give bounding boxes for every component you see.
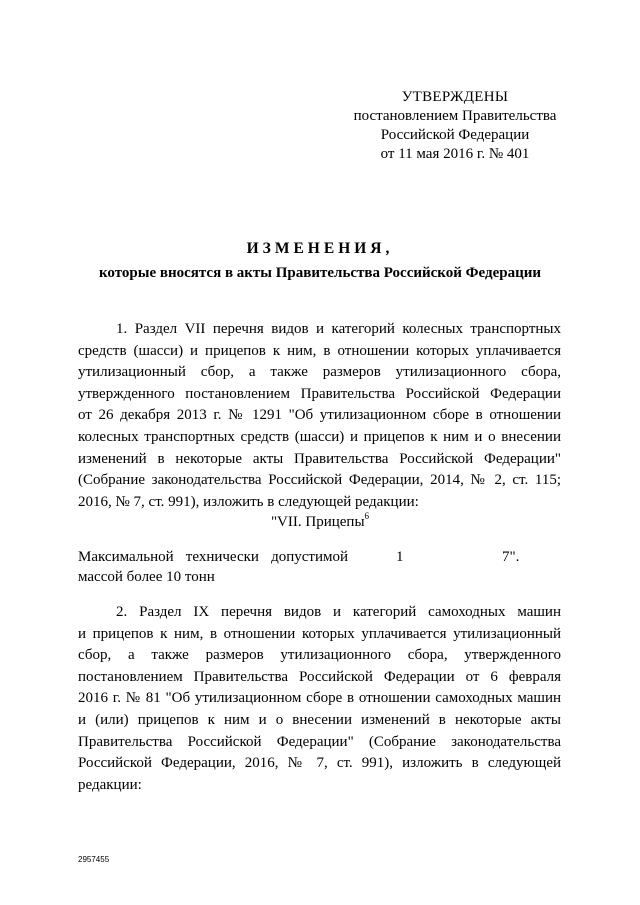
paragraph-1-line: средств (шасси) и прицепов к ним, в отношении которых уплачивается: [78, 342, 561, 359]
paragraph-2-line: сбор, а также размеров утилизационного сбора, утвержденного: [78, 647, 561, 664]
section-heading: [0, 511, 640, 531]
approval-line-2: Российской Федерации: [380, 127, 530, 143]
paragraph-2: [78, 602, 561, 796]
footnote-marker: 6: [364, 511, 370, 521]
paragraph-2-line: и (или) прицепов к ним и о внесении изменений в некоторые акты: [78, 711, 561, 728]
document-title: ИЗМЕНЕНИЯ,: [246, 240, 394, 257]
paragraph-1-line: от 26 декабря 2013 г. № 1291 "Об утилизационном сборе в отношении: [78, 407, 561, 424]
paragraph-2-line: Правительства Российской Федерации" (Собрание законодательства: [78, 733, 561, 750]
paragraph-1-line: утвержденного постановлением Правительства Российской Федерации: [78, 385, 561, 402]
paragraph-1: [78, 319, 561, 513]
paragraph-2-line: Российской Федерации, 2016, № 7, ст. 991), изложить в следующей: [78, 755, 561, 772]
document-subtitle: которые вносятся в акты Правительства Российской Федерации: [98, 265, 542, 281]
paragraph-1-line: колесных транспортных средств (шасси) и прицепов к ним и о внесении: [78, 428, 561, 445]
row-value-2: 7".: [502, 549, 520, 565]
approval-heading: УТВЕРЖДЕНЫ: [401, 89, 509, 105]
approval-block: [330, 88, 580, 164]
approval-line-3: от 11 мая 2016 г. № 401: [380, 146, 530, 162]
paragraph-1-line: 1. Раздел VII перечня видов и категорий колесных транспортных: [116, 321, 561, 337]
paragraph-1-line: (Собрание законодательства Российской Федерации, 2014, № 2, ст. 115;: [78, 472, 561, 489]
paragraph-2-line: 2. Раздел IX перечня видов и категорий самоходных машин: [116, 604, 561, 620]
row-description-line-1: Максимальной технически допустимой: [78, 549, 348, 565]
paragraph-1-line: 2016, № 7, ст. 991), изложить в следующей редакции:: [78, 493, 419, 510]
section-heading-text: "VII. Прицепы: [270, 514, 365, 530]
row-description-line-2: массой более 10 тонн: [78, 569, 215, 585]
approval-line-1: постановлением Правительства: [353, 108, 557, 124]
paragraph-2-line: редакции:: [78, 776, 142, 793]
document-number: 2957455: [78, 855, 110, 864]
paragraph-2-line: постановлением Правительства Российской Федерации от 6 февраля: [78, 668, 561, 685]
row-value-1: 1: [396, 549, 404, 565]
paragraph-1-line: утилизационный сбор, а также размеров утилизационного сбора,: [78, 364, 561, 381]
paragraph-2-line: 2016 г. № 81 "Об утилизационном сборе в отношении самоходных машин: [78, 690, 561, 707]
paragraph-1-line: изменений в некоторые акты Правительства Российской Федерации": [78, 450, 561, 467]
paragraph-2-line: и прицепов к ним, в отношении которых уплачивается утилизационный: [78, 625, 561, 642]
